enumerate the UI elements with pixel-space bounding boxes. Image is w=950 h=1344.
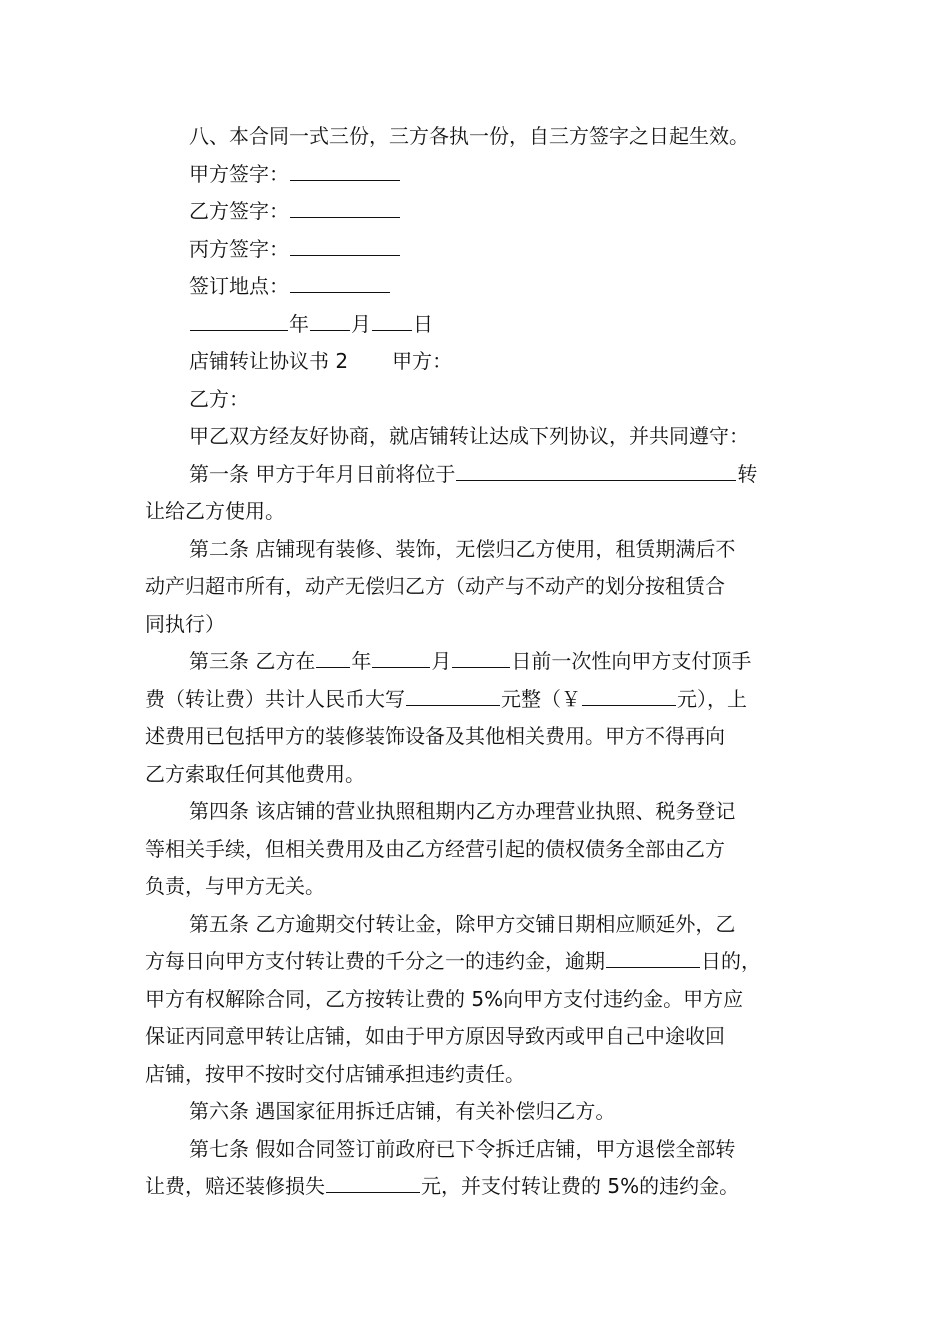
signature-blank-party-c [290, 231, 400, 256]
article-2-line-2: 动产归超市所有，动产无偿归乙方（动产与不动产的划分按租赁合 [145, 574, 725, 598]
payment-day-blank [452, 643, 510, 668]
overdue-text: 方每日向甲方支付转让费的千分之一的违约金，逾期 [145, 949, 605, 973]
agreement-title: 店铺转让协议书 2 [189, 349, 349, 373]
payment-year-label: 年 [351, 649, 372, 673]
signature-line-party-a [145, 156, 810, 194]
article-1-line-1 [145, 456, 810, 494]
signature-line-party-c [145, 231, 810, 269]
article-4-line-1: 第四条 该店铺的营业执照租期内乙方办理营业执照、税务登记 [189, 799, 736, 823]
clause-8: 八、本合同一式三份，三方各执一份，自三方签字之日起生效。 [189, 124, 749, 148]
article-3-line-4: 乙方索取任何其他费用。 [145, 761, 365, 786]
month-blank [310, 306, 350, 331]
date-line [145, 306, 810, 344]
agreement-title-line [145, 343, 810, 381]
renovation-loss-blank [326, 1168, 420, 1193]
signing-place-blank [290, 268, 390, 293]
amount-end-label: 元），上 [677, 686, 747, 711]
article-3-line-2 [145, 681, 810, 719]
signature-label-party-a: 甲方签字： [189, 161, 289, 186]
signing-place-label: 签订地点： [189, 274, 289, 298]
signature-label-party-c: 丙方签字： [189, 236, 289, 261]
article-4-line-3: 负责，与甲方无关。 [145, 874, 325, 898]
article-7-line-1: 第七条 假如合同签订前政府已下令拆迁店铺，甲方退偿全部转 [189, 1136, 736, 1161]
year-label: 年 [289, 311, 309, 336]
agreement-intro: 甲乙双方经友好协商，就店铺转让达成下列协议，并共同遵守： [189, 424, 749, 448]
amount-words-label: 费（转让费）共计人民币大写 [145, 686, 405, 711]
payment-year-blank [316, 643, 350, 668]
document-body [145, 118, 810, 1206]
article-7-line-2 [145, 1168, 810, 1206]
article-5-line-2 [145, 943, 810, 981]
payment-month-blank [372, 643, 430, 668]
article-6: 第六条 遇国家征用拆迁店铺，有关补偿归乙方。 [189, 1099, 616, 1123]
article-3-line-3: 述费用已包括甲方的装修装饰设备及其他相关费用。甲方不得再向 [145, 724, 725, 748]
article-3-text: 第三条 乙方在 [189, 649, 316, 673]
location-blank [456, 456, 736, 481]
month-label: 月 [351, 311, 371, 336]
payment-month-label: 月 [431, 649, 452, 673]
article-5-line-1: 第五条 乙方逾期交付转让金，除甲方交铺日期相应顺延外，乙 [189, 911, 736, 936]
article-5-line-3: 甲方有权解除合同，乙方按转让费的 5%向甲方支付违约金。甲方应 [145, 986, 744, 1011]
overdue-days-blank [606, 943, 700, 968]
article-1-text-end: 转 [737, 461, 758, 486]
day-label: 日 [413, 311, 433, 336]
renovation-loss-end: 元，并支付转让费的 5%的违约金。 [421, 1174, 740, 1198]
amount-words-blank [406, 681, 500, 706]
signing-place-line [145, 268, 810, 306]
signature-blank-party-b [290, 193, 400, 218]
article-5-line-4: 保证丙同意甲转让店铺，如由于甲方原因导致丙或甲自己中途收回 [145, 1024, 725, 1048]
day-blank [372, 306, 412, 331]
article-1-text: 第一条 甲方于年月日前将位于 [189, 461, 456, 486]
signature-blank-party-a [290, 156, 400, 181]
year-blank [190, 306, 288, 331]
signature-line-party-b [145, 193, 810, 231]
article-4-line-2: 等相关手续，但相关费用及由乙方经营引起的债权债务全部由乙方 [145, 836, 725, 861]
party-a-label: 甲方： [392, 349, 453, 373]
article-2-line-1: 第二条 店铺现有装修、装饰，无偿归乙方使用，租赁期满后不 [189, 536, 736, 561]
party-b-label: 乙方： [189, 386, 249, 411]
payment-day-label: 日前一次性向甲方支付顶手 [511, 649, 752, 673]
article-3-line-1 [145, 643, 810, 681]
article-2-line-3: 同执行） [145, 611, 225, 636]
amount-yuan-label: 元整（￥ [501, 686, 581, 711]
amount-number-blank [582, 681, 676, 706]
signature-label-party-b: 乙方签字： [189, 199, 289, 223]
article-1-line-2: 让给乙方使用。 [145, 499, 285, 523]
renovation-loss-text: 让费，赔还装修损失 [145, 1174, 325, 1198]
overdue-days-label: 日的， [701, 949, 761, 973]
article-5-line-5: 店铺，按甲不按时交付店铺承担违约责任。 [145, 1061, 525, 1086]
